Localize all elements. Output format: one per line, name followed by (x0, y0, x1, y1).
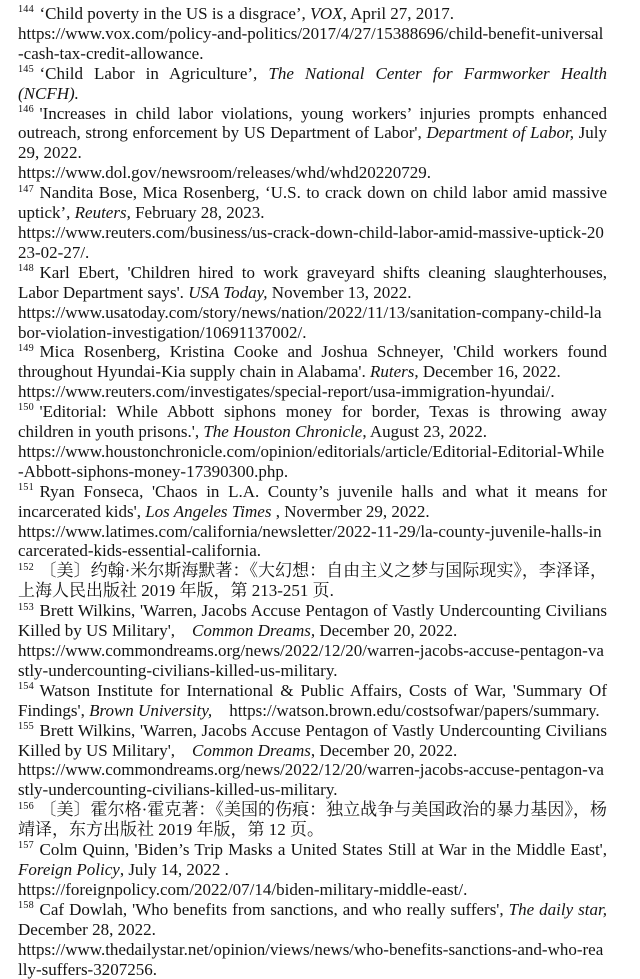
footnote-text-run: Karl Ebert, 'Children hired to work graveyard shifts cleaning slaughterhouses, Labor Department says'. (18, 262, 607, 302)
footnote-source-title: The Houston Chronicle (203, 422, 363, 442)
footnote-150 (18, 402, 607, 482)
footnote-source-title: Ruters (369, 362, 415, 382)
footnote-text-run: November 13, 2022. (267, 282, 412, 302)
footnote-152 (18, 561, 607, 601)
footnote-number: 147 (18, 183, 34, 195)
footnote-source-title: USA Today, (188, 282, 268, 302)
footnote-source-title: The daily star, (508, 899, 607, 919)
footnote-text-run: Brett Wilkins, 'Warren, Jacobs Accuse Pentagon of Vastly Undercounting Civilians Killed by US Military', (18, 601, 607, 641)
footnote-number: 144 (18, 4, 34, 16)
footnote-url: https://www.commondreams.org/news/2022/12/20/warren-jacobs-accuse-pentagon-vastly-undercounting-civilians-killed-us-military. (18, 641, 604, 680)
footnote-number: 155 (18, 720, 34, 732)
footnote-text-run: 〔美〕霍尔格·霍克著：《美国的伤痕：独立战争与美国政治的暴力基因》，杨靖译，东方出版社 2019 年版，第 12 页。 (18, 800, 607, 840)
footnote-source-title: Department of Labor, (426, 123, 575, 143)
footnote-text-run: 'Increases in child labor violations, young workers’ injuries prompts enhanced outreach, strong enforcement by US Department of Labor', (18, 103, 607, 143)
footnote-text-run: , December 16, 2022. (414, 362, 561, 382)
footnote-text-run: 〔美〕约翰·米尔斯海默著：《大幻想：自由主义之梦与国际现实》，李泽译，上海人民出版社 2019 年版，第 213-251 页. (18, 561, 607, 601)
footnote-text-run: 'Editorial: While Abbott siphons money for border, Texas is throwing away children in youth prisons.', (18, 402, 607, 442)
footnote-text-run: July 29, 2022. (18, 123, 608, 163)
footnote-url: https://www.latimes.com/california/newsletter/2022-11-29/la-county-juvenile-halls-incarcerated-kids-essential-california. (18, 521, 602, 561)
footnote-text-run: December 20, 2022. (315, 621, 458, 641)
footnote-source-title: Brown University, (89, 700, 213, 720)
footnote-text-run: ‘Child poverty in the US is a disgrace’, (39, 4, 311, 23)
footnote-text-run: , Novermber 29, 2022. (271, 501, 430, 521)
footnote-source-title: Common Dreams, (192, 621, 316, 641)
footnote-url: https://watson.brown.edu/costsofwar/papers/summary. (229, 700, 600, 720)
footnote-url: https://www.usatoday.com/story/news/nation/2022/11/13/sanitation-company-child-labor-violation-investigation/10691137002/. (18, 302, 602, 342)
footnote-url: https://www.commondreams.org/news/2022/12/20/warren-jacobs-accuse-pentagon-vastly-undercounting-civilians-killed-us-military. (18, 760, 604, 800)
footnote-source-title: Common Dreams (192, 740, 311, 760)
footnote-source-title: The National Center for Farmworker Health (NCFH). (18, 63, 607, 103)
footnote-url: https://www.vox.com/policy-and-politics/2017/4/27/15388696/child-benefit-universal-cash-tax-credit-allowance. (18, 23, 604, 63)
footnote-number: 145 (18, 64, 34, 76)
footnote-149 (18, 342, 607, 402)
footnote-source-title: Los Angeles Times (145, 501, 272, 521)
footnote-source-title: Reuters (74, 203, 127, 223)
footnote-text-run: Nandita Bose, Mica Rosenberg, ‘U.S. to crack down on child labor amid massive uptick’, (18, 183, 607, 223)
footnote-url: https://www.dol.gov/newsroom/releases/whd/whd20220729. (18, 163, 431, 183)
footnote-text-run: Watson Institute for International & Public Affairs, Costs of War, 'Summary Of Findings', (18, 680, 607, 720)
footnote-156 (18, 800, 607, 840)
footnote-text-run: Mica Rosenberg, Kristina Cooke and Joshua Schneyer, 'Child workers found throughout Hyundai-Kia supply chain in Alabama'. (18, 342, 607, 382)
footnote-155 (18, 721, 607, 801)
footnote-number: 151 (18, 482, 34, 494)
footnote-number: 152 (18, 561, 34, 573)
footnote-text-run: Ryan Fonseca, 'Chaos in L.A. County’s juvenile halls and what it means for incarcerated kids', (18, 481, 607, 521)
footnote-number: 154 (18, 681, 34, 693)
footnotes-list (18, 4, 607, 979)
footnote-number: 150 (18, 402, 34, 414)
footnote-url: https://foreignpolicy.com/2022/07/14/biden-military-middle-east/. (18, 879, 468, 899)
footnote-url: https://www.reuters.com/investigates/special-report/usa-immigration-hyundai/. (18, 382, 555, 402)
footnote-source-title: Foreign Policy (18, 859, 120, 879)
footnote-number: 149 (18, 342, 34, 354)
footnote-151 (18, 482, 607, 562)
footnote-number: 157 (18, 840, 34, 852)
footnote-157 (18, 840, 607, 900)
footnote-148 (18, 263, 607, 343)
footnote-number: 146 (18, 103, 34, 115)
footnote-text-run (212, 701, 229, 720)
footnote-text-run: Caf Dowlah, 'Who benefits from sanctions, and who really suffers', (39, 899, 509, 919)
footnote-146 (18, 104, 607, 184)
footnote-text-run: , July 14, 2022 . (119, 859, 229, 879)
footnote-144 (18, 4, 607, 64)
footnote-145 (18, 64, 607, 104)
footnote-url: https://www.houstonchronicle.com/opinion/editorials/article/Editorial-Editorial-While-Abbott-siphons-money-17390300.php. (18, 441, 605, 481)
footnote-source-title: VOX (310, 4, 343, 23)
footnote-147 (18, 183, 607, 263)
footnote-number: 153 (18, 601, 34, 613)
footnote-number: 148 (18, 263, 34, 275)
footnote-153 (18, 601, 607, 681)
footnote-text-run: , December 20, 2022. (310, 740, 458, 760)
footnote-text-run: , August 23, 2022. (362, 422, 487, 442)
footnote-text-run: December 28, 2022. (18, 919, 156, 939)
footnote-text-run: , April 27, 2017. (342, 4, 455, 23)
footnote-text-run: , February 28, 2023. (126, 203, 265, 223)
footnote-158 (18, 900, 607, 979)
footnote-154 (18, 681, 607, 721)
footnote-url: https://www.reuters.com/business/us-crack-down-child-labor-amid-massive-uptick-2023-02-27/. (18, 222, 604, 262)
footnote-text-run: Colm Quinn, 'Biden’s Trip Masks a United States Still at War in the Middle East', (39, 840, 607, 860)
footnote-text-run: ‘Child Labor in Agriculture’, (39, 63, 269, 83)
footnote-number: 158 (18, 900, 34, 912)
footnote-number: 156 (18, 800, 34, 812)
footnote-text-run: Brett Wilkins, 'Warren, Jacobs Accuse Pentagon of Vastly Undercounting Civilians Killed by US Military', (18, 720, 607, 760)
footnote-url: https://www.thedailystar.net/opinion/views/news/who-benefits-sanctions-and-who-really-suffers-3207256. (18, 939, 604, 979)
